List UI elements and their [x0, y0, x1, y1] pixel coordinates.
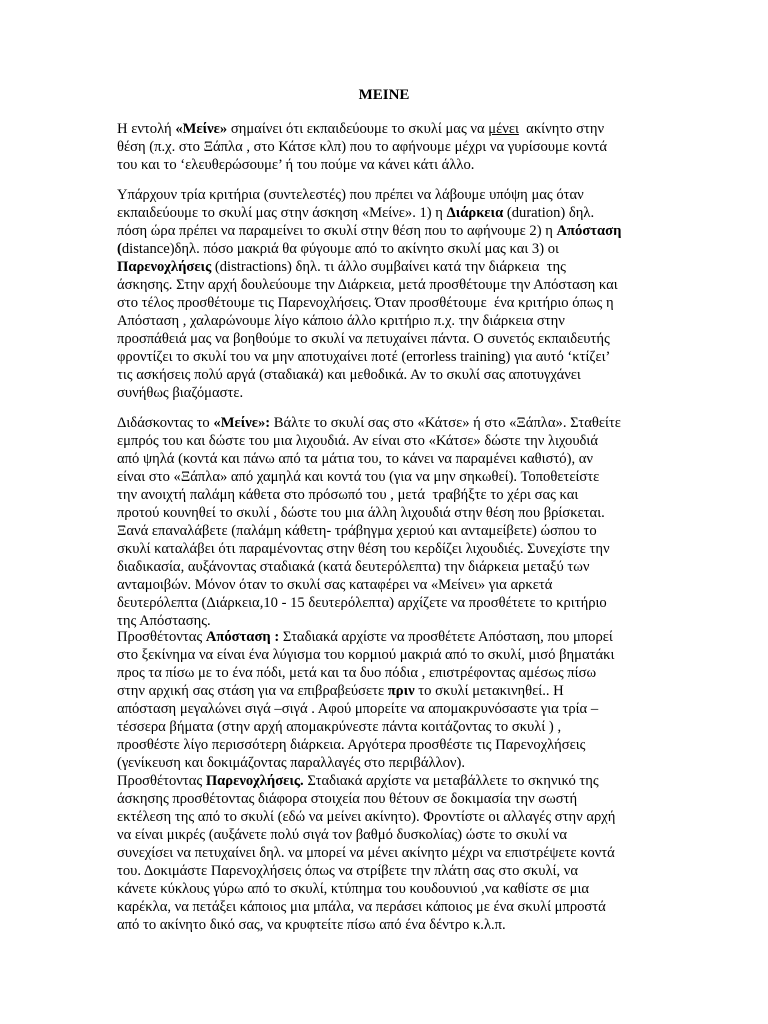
text-run: φροντίζει το σκυλί του να μην αποτυχαίνει ποτέ (errorless training) για αυτό ‘κτίζει’ [117, 349, 611, 365]
text-line [117, 540, 637, 558]
text-line [117, 414, 637, 432]
text-run: προτού κουνηθεί το σκυλί , δώστε του μια άλλη λιχουδιά στην θέση που βρίσκεται. [117, 505, 605, 521]
text-line [117, 276, 637, 294]
text-run: (γενίκευση και δοκιμάζοντας παραλλαγές στο περιβάλλον). [117, 755, 466, 771]
text-run: από το ακίνητο δικό σας, να κρυφτείτε πίσω από ένα δέντρο κ.λ.π. [117, 917, 506, 933]
text-line [117, 594, 637, 612]
text-run: τέσσερα βήματα (στην αρχή απομακρύνεστε πάντα κοιτάζοντας το σκυλί ) , [117, 719, 562, 735]
text-run: εκτέλεση της από το σκυλί (εδώ να μείνει ακίνητο). Φροντίστε οι αλλαγές στην αρχή [117, 809, 616, 825]
text-line [117, 222, 637, 240]
text-line [117, 138, 637, 156]
text-run: Προσθέτοντας [117, 773, 206, 789]
paragraph-teaching-stay [117, 414, 637, 630]
text-line [117, 916, 637, 934]
text-run: του. Δοκιμάστε Παρενοχλήσεις όπως να στρίβετε την πλάτη σας στο σκυλί, να [117, 863, 579, 879]
text-line [117, 120, 637, 138]
text-run: πόση ώρα πρέπει να παραμείνει το σκυλί στην θέση που το αφήνουμε 2) η [117, 223, 557, 239]
text-line [117, 384, 637, 402]
text-line [117, 558, 637, 576]
text-run: ανταμοιβών. Μόνον όταν το σκυλί σας καταφέρει να «Μείνει» για αρκετά [117, 577, 553, 593]
text-line [117, 504, 637, 522]
text-run: Απόσταση , χαλαρώνουμε λίγο κάποιο άλλο κριτήριο π.χ. την διάρκεια στην [117, 313, 565, 329]
text-run: Υπάρχουν τρία κριτήρια (συντελεστές) που πρέπει να λάβουμε υπόψη μας όταν [117, 187, 584, 203]
text-run: σημαίνει ότι εκπαιδεύουμε το σκυλί μας να [227, 121, 489, 137]
text-run: εκπαιδεύουμε το σκυλί μας στην άσκηση «Μείνε». 1) η [117, 205, 447, 221]
text-run: distance)δηλ. πόσο μακριά θα φύγουμε από το ακίνητο σκυλί μας και 3) οι [121, 241, 559, 257]
text-run: σκυλί καταλάβει ότι παραμένοντας στην θέση του κερδίζει λιχουδιές. Συνεχίστε την [117, 541, 610, 557]
text-run: τις ασκήσεις πολύ αργά (σταδιακά) και μεθοδικά. Αν το σκυλί σας αποτυγχάνει [117, 367, 581, 383]
text-line [117, 240, 637, 258]
bold-text: Απόσταση [556, 223, 622, 239]
text-line [117, 898, 637, 916]
text-run: κάνετε κύκλους γύρω από το σκυλί, κτύπημα του κουδουνιού ,να καθίστε σε μια [117, 881, 590, 897]
text-run: Η εντολή [117, 121, 176, 137]
bold-text: πριν [387, 683, 415, 699]
text-run: ακίνητο στην [518, 121, 605, 137]
text-run: απόσταση μεγαλώνει σιγά –σιγά . Αφού μπορείτε να απομακρυνόσαστε για τρία – [117, 701, 599, 717]
text-line [117, 186, 637, 204]
text-run: στην αρχική σας στάση για να επιβραβεύσετε [117, 683, 388, 699]
text-run: Σταδιακά αρχίστε να προσθέτετε Απόσταση, που μπορεί [279, 629, 613, 645]
text-line [117, 294, 637, 312]
text-line [117, 312, 637, 330]
bold-text: «Μείνε»: [213, 415, 271, 431]
text-run: να είναι μικρές (αυξάνετε πολύ σιγά τον βαθμό δυσκολίας) ώστε το σκυλί να [117, 827, 568, 843]
text-line [117, 432, 637, 450]
text-line [117, 826, 637, 844]
text-run: προσθέστε λίγο περισσότερη διάρκεια. Αργότερα προσθέστε τις Παρενοχλήσεις [117, 737, 586, 753]
paragraph-adding-distance [117, 628, 637, 772]
bold-text: Απόσταση : [205, 629, 280, 645]
text-run: στο ξεκίνημα να είναι ένα λύγισμα του κορμιού μακριά από το σκυλί, μισό βηματάκι [117, 647, 615, 663]
bold-text: Παρενοχλήσεις [117, 259, 212, 275]
text-line [117, 700, 637, 718]
document-title: ΜΕΙΝΕ [358, 87, 410, 103]
text-line [117, 664, 637, 682]
text-run: Σταδιακά αρχίστε να μεταβάλλετε το σκηνικό της [303, 773, 599, 789]
text-run: προσπάθειά μας να βοηθούμε το σκυλί να πετυχαίνει πάντα. Ο συνετός εκπαιδευτής [117, 331, 610, 347]
paragraph-adding-distractions [117, 772, 637, 934]
text-run: της Απόστασης. [117, 613, 211, 629]
paragraph-intro [117, 120, 637, 174]
text-line [117, 486, 637, 504]
text-run: στο τέλος προσθέτουμε τις Παρενοχλήσεις. Όταν προσθέτουμε ένα κριτήριο όπως η [117, 295, 614, 311]
text-run: άσκησης. Στην αρχή δουλεύουμε την Διάρκεια, μετά προσθέτουμε την Απόσταση και [117, 277, 618, 293]
text-line [117, 348, 637, 366]
text-run: του και το ‘ελευθερώσουμε’ ή του πούμε να κάνει κάτι άλλο. [117, 157, 475, 173]
text-line [117, 156, 637, 174]
text-line [117, 450, 637, 468]
text-run: εμπρός του και δώστε του μια λιχουδιά. Αν είναι στο «Κάτσε» δώστε την λιχουδιά [117, 433, 599, 449]
text-line [117, 628, 637, 646]
text-line [117, 880, 637, 898]
text-run: Βάλτε το σκυλί σας στο «Κάτσε» ή στο «Ξάπλα». Σταθείτε [270, 415, 621, 431]
text-run: άσκησης προσθέτοντας διάφορα στοιχεία που θέτουν σε δοκιμασία την σωστή [117, 791, 578, 807]
text-line [117, 366, 637, 384]
bold-text: ( [117, 241, 122, 257]
bold-text: «Μείνε» [175, 121, 228, 137]
text-run: είναι στο «Ξάπλα» από χαμηλά και κοντά του (για να μην σηκωθεί). Τοποθετείστε [117, 469, 600, 485]
text-line [117, 204, 637, 222]
text-run: (distractions) δηλ. τι άλλο συμβαίνει κατά την διάρκεια της [211, 259, 566, 275]
text-line [117, 790, 637, 808]
text-line [117, 682, 637, 700]
text-line [117, 772, 637, 790]
text-line [117, 468, 637, 486]
text-line [117, 736, 637, 754]
text-line [117, 718, 637, 736]
text-line [117, 576, 637, 594]
text-run: Διδάσκοντας το [117, 415, 214, 431]
bold-text: Παρενοχλήσεις. [205, 773, 304, 789]
text-line [117, 862, 637, 880]
text-run: συνεχίσει να πετυχαίνει δηλ. να μπορεί να μένει ακίνητο μέχρι να επιστρέψετε κοντά [117, 845, 615, 861]
text-run: συνήθως βιαζόμαστε. [117, 385, 244, 401]
text-line [117, 330, 637, 348]
bold-text: Διάρκεια [446, 205, 504, 221]
text-run: διαδικασία, αυξάνοντας σταδιακά (κατά δευτερόλεπτα) την διάρκεια μεταξύ των [117, 559, 590, 575]
text-run: θέση (π.χ. στο Ξάπλα , στο Κάτσε κλπ) που το αφήνουμε μέχρι να γυρίσουμε κοντά [117, 139, 608, 155]
text-line [117, 754, 637, 772]
text-run: καρέκλα, να πετάξει κάποιος μια μπάλα, να περάσει κάποιος με ένα σκυλί μπροστά [117, 899, 606, 915]
text-run: δευτερόλεπτα (Διάρκεια,10 - 15 δευτερόλεπτα) αρχίζετε να προσθέτετε το κριτήριο [117, 595, 607, 611]
text-run: την ανοιχτή παλάμη κάθετα στο πρόσωπό του , μετά τραβήξτε το χέρι σας και [117, 487, 579, 503]
text-line [117, 844, 637, 862]
text-line [117, 646, 637, 664]
paragraph-criteria [117, 186, 637, 402]
text-run: Προσθέτοντας [117, 629, 206, 645]
text-run: το σκυλί μετακινηθεί.. Η [414, 683, 564, 699]
text-line [117, 522, 637, 540]
underlined-text: μένει [488, 121, 519, 137]
text-run: προς τα πίσω με το ένα πόδι, μετά και τα δυο πόδια , επιστρέφοντας αμέσως πίσω [117, 665, 597, 681]
text-line [117, 808, 637, 826]
text-line [117, 258, 637, 276]
text-run: (duration) δηλ. [503, 205, 595, 221]
text-run: Ξανά επαναλάβετε (παλάμη κάθετη- τράβηγμα χεριού και ανταμείβετε) ώσπου το [117, 523, 597, 539]
text-run: από ψηλά (κοντά και πάνω από τα μάτια του, το κάνει να παραμένει καθιστό), αν [117, 451, 594, 467]
